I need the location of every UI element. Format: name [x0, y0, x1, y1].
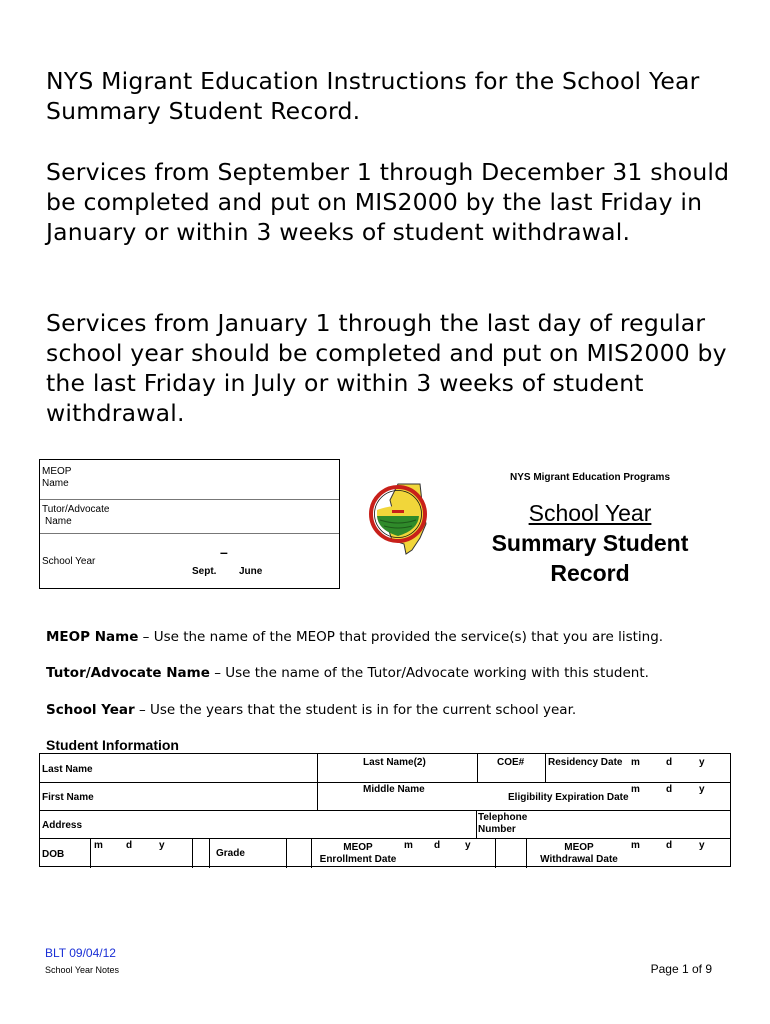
fall-deadline-text: Services from September 1 through December 31 should be completed and put on MIS2000 by the last Friday in January or within 3 weeks of student withdrawal. [46, 158, 730, 246]
desc-tutor-name: Tutor/Advocate Name – Use the name of the Tutor/Advocate working with this student. [46, 665, 649, 681]
residency-date-label: Residency Date [548, 757, 623, 768]
footer-code: BLT 09/04/12 [45, 946, 116, 960]
sept-label: Sept. [192, 566, 217, 577]
last-name2-label: Last Name(2) [363, 757, 426, 768]
spring-deadline-text: Services from January 1 through the last day of regular school year should be completed and put on MIS2000 by the last Friday in July or within 3 weeks of student withdrawal. [46, 309, 727, 427]
desc-meop-name: MEOP Name – Use the name of the MEOP that provided the service(s) that you are listing. [46, 629, 664, 645]
last-name-label: Last Name [42, 764, 93, 775]
student-info-table: Last Name Last Name(2) COE# Residency Date m d y First Name Middle Name Eligibility Expiration Date m d y Address Telephone Number DOB m d y Grade MEOP Enrollment Date m d y MEOP Withdrawal Date m d y [39, 753, 731, 867]
instructions-heading [46, 66, 746, 126]
meop-name-row: MEOP Name [40, 460, 339, 500]
tutor-name-row: Tutor/Advocate Name [40, 500, 339, 534]
desc-school-year: School Year – Use the years that the student is in for the current school year. [46, 702, 577, 718]
telephone-label: Telephone Number [478, 812, 528, 835]
meop-withdrawal-label: MEOP Withdrawal Date [540, 842, 618, 865]
footer-notes: School Year Notes [45, 965, 120, 975]
school-year-row [40, 534, 339, 590]
first-name-label: First Name [42, 792, 94, 803]
page-number: Page 1 of 9 [650, 962, 712, 976]
student-info-title: Student Information [46, 737, 179, 753]
program-name: NYS Migrant Education Programs [509, 472, 671, 483]
middle-name-label: Middle Name [363, 784, 425, 795]
nys-logo-icon [368, 480, 432, 556]
coe-label: COE# [497, 757, 525, 768]
grade-label: Grade [216, 848, 245, 859]
june-label: June [239, 566, 263, 577]
address-label: Address [42, 820, 83, 831]
year-dash: – [220, 544, 228, 560]
eligibility-date-label: Eligibility Expiration Date [508, 792, 629, 803]
school-year-label: School Year [42, 556, 96, 567]
meop-enrollment-label: MEOP Enrollment Date [319, 842, 397, 865]
form-title: School Year Summary Student Record [491, 500, 689, 586]
heading-title: NYS Migrant Education Instructions for the School Year Summary Student Record. [46, 67, 700, 125]
dob-label: DOB [42, 849, 65, 860]
meop-info-box [39, 459, 340, 589]
